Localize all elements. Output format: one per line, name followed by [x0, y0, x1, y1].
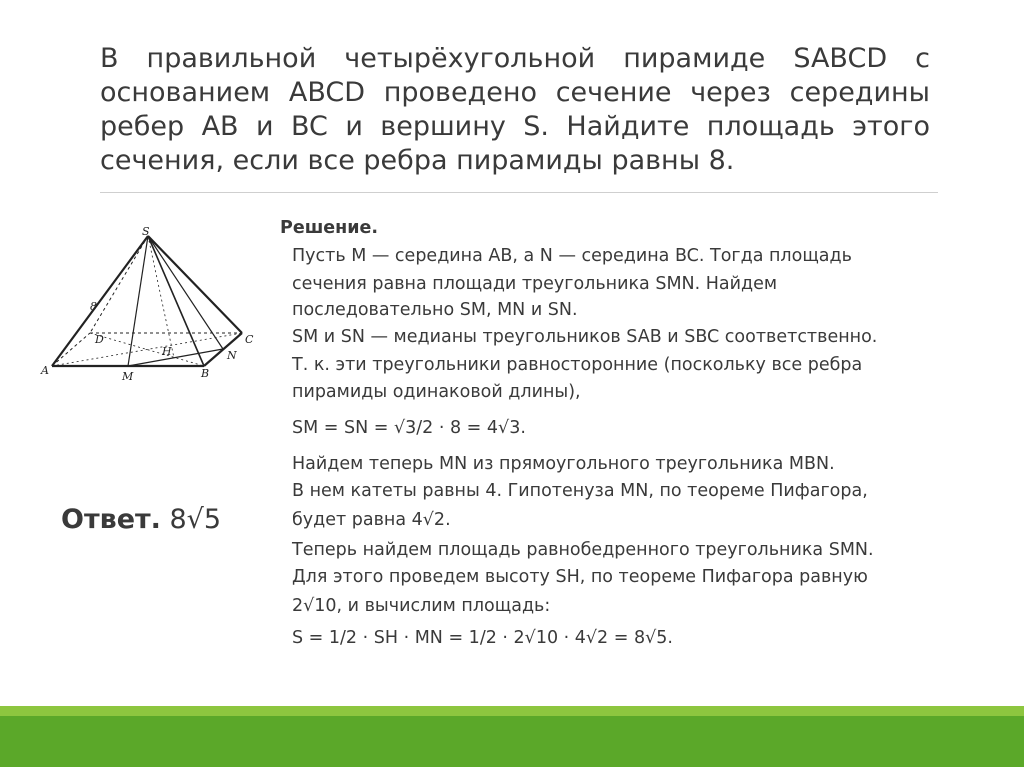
- pyramid-edges: [52, 236, 242, 366]
- label-m: M: [122, 370, 134, 383]
- label-h: H: [162, 345, 172, 358]
- problem-statement: В правильной четырёхугольной пирамиде SABCD с основанием ABCD проведено сечение через середины ребер AB и BC и вершину S. Найдите площадь этого сечения, если все ребра пирамиды равны 8.: [100, 43, 930, 176]
- answer-label: Ответ.: [61, 504, 161, 535]
- solution-line: Теперь найдем площадь равнобедренного треугольника SMN.: [292, 540, 874, 560]
- solution-line: будет равна 4√2.: [292, 510, 451, 530]
- footer-band-dark: [0, 716, 1024, 767]
- solution-title: Решение.: [280, 218, 379, 238]
- label-edge-length: 8: [90, 300, 97, 313]
- solution-line: Т. к. эти треугольники равносторонние (поскольку все ребра: [292, 355, 863, 375]
- label-n: N: [227, 349, 237, 362]
- pyramid-figure: [38, 222, 270, 392]
- label-b: B: [201, 367, 210, 380]
- divider-line: [100, 192, 938, 193]
- solution-formula: SM = SN = √3/2 · 8 = 4√3.: [292, 418, 526, 438]
- answer: [61, 504, 221, 535]
- label-a: A: [41, 364, 49, 377]
- label-c: C: [245, 333, 254, 346]
- solution-line: пирамиды одинаковой длины),: [292, 382, 581, 402]
- label-d: D: [95, 333, 104, 346]
- solution-line: SM и SN — медианы треугольников SAB и SBC соответственно.: [292, 327, 878, 347]
- solution-line: сечения равна площади треугольника SMN. Найдем: [292, 274, 778, 294]
- solution-line: В нем катеты равны 4. Гипотенуза MN, по теореме Пифагора,: [292, 481, 868, 501]
- label-s: S: [142, 225, 150, 238]
- solution-line: Пусть M — середина AB, а N — середина BC. Тогда площадь: [292, 246, 852, 266]
- solution-line: последовательно SM, MN и SN.: [292, 300, 578, 320]
- answer-value: 8√5: [169, 504, 222, 535]
- solution-line: 2√10, и вычислим площадь:: [292, 596, 551, 616]
- footer-band-light: [0, 706, 1024, 716]
- solution-line: Найдем теперь MN из прямоугольного треугольника MBN.: [292, 454, 835, 474]
- solution-formula: S = 1/2 · SH · MN = 1/2 · 2√10 · 4√2 = 8√5.: [292, 628, 673, 648]
- solution-line: Для этого проведем высоту SH, по теореме Пифагора равную: [292, 567, 868, 587]
